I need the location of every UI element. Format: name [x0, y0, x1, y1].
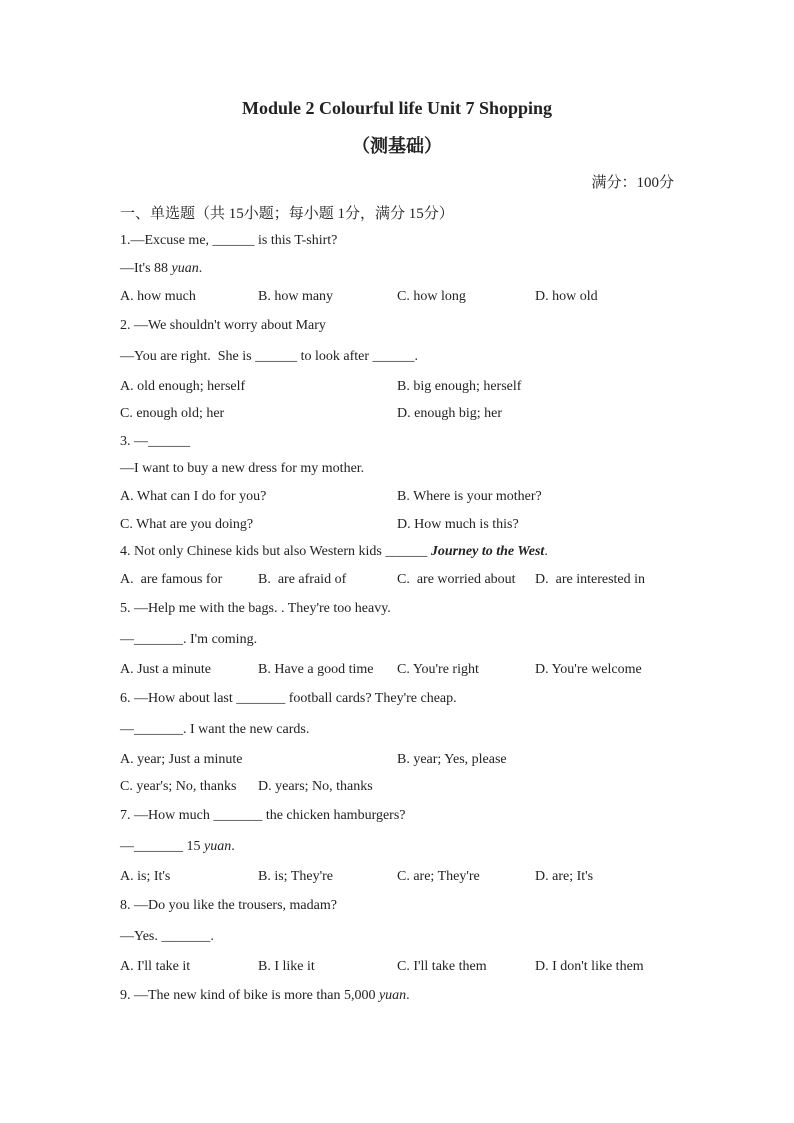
q1-line2-end: . [198, 261, 203, 276]
q7-option-a[interactable]: A. is; It's [120, 869, 171, 884]
q2-option-d[interactable]: D. enough big; her [397, 406, 502, 421]
question-8-line2: —Yes. _______. [120, 929, 214, 944]
q8-option-d[interactable]: D. I don't like them [535, 959, 644, 974]
question-1-stem: 1.—Excuse me, ______ is this T-shirt? [120, 233, 338, 248]
q8-option-b[interactable]: B. I like it [258, 959, 315, 974]
q4-option-c[interactable]: C. are worried about [397, 572, 516, 587]
q3-option-d[interactable]: D. How much is this? [397, 517, 519, 532]
q9-stem-italic: yuan [378, 988, 407, 1003]
q5-option-c[interactable]: C. You're right [397, 662, 479, 677]
question-4-stem [120, 544, 548, 560]
q1-option-c[interactable]: C. how long [397, 289, 466, 304]
question-1-line2 [120, 261, 202, 277]
q9-stem-end: . [406, 988, 410, 1003]
question-3-stem: 3. —______ [120, 434, 190, 449]
score-label: 满分：100分 [591, 175, 674, 191]
q1-option-b[interactable]: B. how many [258, 289, 334, 304]
question-9-stem [120, 988, 410, 1004]
q7-line2-italic: yuan [204, 839, 232, 854]
q3-option-b[interactable]: B. Where is your mother? [397, 489, 542, 504]
q7-option-b[interactable]: B. is; They're [258, 869, 333, 884]
q4-option-b[interactable]: B. are afraid of [258, 572, 347, 587]
q4-stem-end: . [544, 544, 548, 559]
q8-option-c[interactable]: C. I'll take them [397, 959, 487, 974]
q1-option-d[interactable]: D. how old [535, 289, 598, 304]
q7-option-d[interactable]: D. are; It's [535, 869, 594, 884]
q5-option-d[interactable]: D. You're welcome [535, 662, 642, 677]
question-5-line2: —_______. I'm coming. [120, 632, 258, 647]
question-6-line2: —_______. I want the new cards. [120, 722, 310, 737]
q1-line2-text: —It's 88 [120, 261, 172, 276]
q1-option-a[interactable]: A. how much [120, 289, 196, 304]
q3-option-c[interactable]: C. What are you doing? [120, 517, 254, 532]
question-2-stem: 2. —We shouldn't worry about Mary [120, 318, 326, 333]
question-5-stem: 5. —Help me with the bags. . They're too heavy. [120, 601, 391, 616]
question-6-stem: 6. —How about last _______ football cards? They're cheap. [120, 691, 457, 706]
q5-option-b[interactable]: B. Have a good time [258, 662, 374, 677]
page-subtitle: （测基础） [352, 136, 442, 156]
q6-option-d[interactable]: D. years; No, thanks [258, 779, 373, 794]
q4-option-a[interactable]: A. are famous for [120, 572, 223, 587]
q6-option-b[interactable]: B. year; Yes, please [397, 752, 507, 767]
q6-option-a[interactable]: A. year; Just a minute [120, 752, 243, 767]
question-3-line2: —I want to buy a new dress for my mother. [120, 461, 365, 476]
q7-line2-text: —_______ 15 [120, 839, 204, 854]
q2-option-a[interactable]: A. old enough; herself [120, 379, 246, 394]
page-title: Module 2 Colourful life Unit 7 Shopping [241, 98, 553, 118]
q1-line2-italic: yuan [171, 261, 199, 276]
q4-stem-text: 4. Not only Chinese kids but also Western kids ______ [120, 544, 431, 559]
q9-stem-text: 9. —The new kind of bike is more than 5,000 [120, 988, 379, 1003]
question-2-line2: —You are right. She is ______ to look after ______. [120, 349, 418, 364]
q7-option-c[interactable]: C. are; They're [397, 869, 480, 884]
q2-option-b[interactable]: B. big enough; herself [397, 379, 522, 394]
q6-option-c[interactable]: C. year's; No, thanks [120, 779, 237, 794]
section-heading: 一、单选题（共 15小题；每小题 1分，满分 15分） [120, 206, 454, 222]
q8-option-a[interactable]: A. I'll take it [120, 959, 191, 974]
question-8-stem: 8. —Do you like the trousers, madam? [120, 898, 337, 913]
q4-option-d[interactable]: D. are interested in [535, 572, 646, 587]
q3-option-a[interactable]: A. What can I do for you? [120, 489, 267, 504]
q4-stem-italic: Journey to the West [430, 544, 545, 559]
q2-option-c[interactable]: C. enough old; her [120, 406, 225, 421]
q7-line2-end: . [231, 839, 235, 854]
q5-option-a[interactable]: A. Just a minute [120, 662, 211, 677]
question-7-line2 [120, 839, 235, 855]
question-7-stem: 7. —How much _______ the chicken hamburgers? [120, 808, 406, 823]
